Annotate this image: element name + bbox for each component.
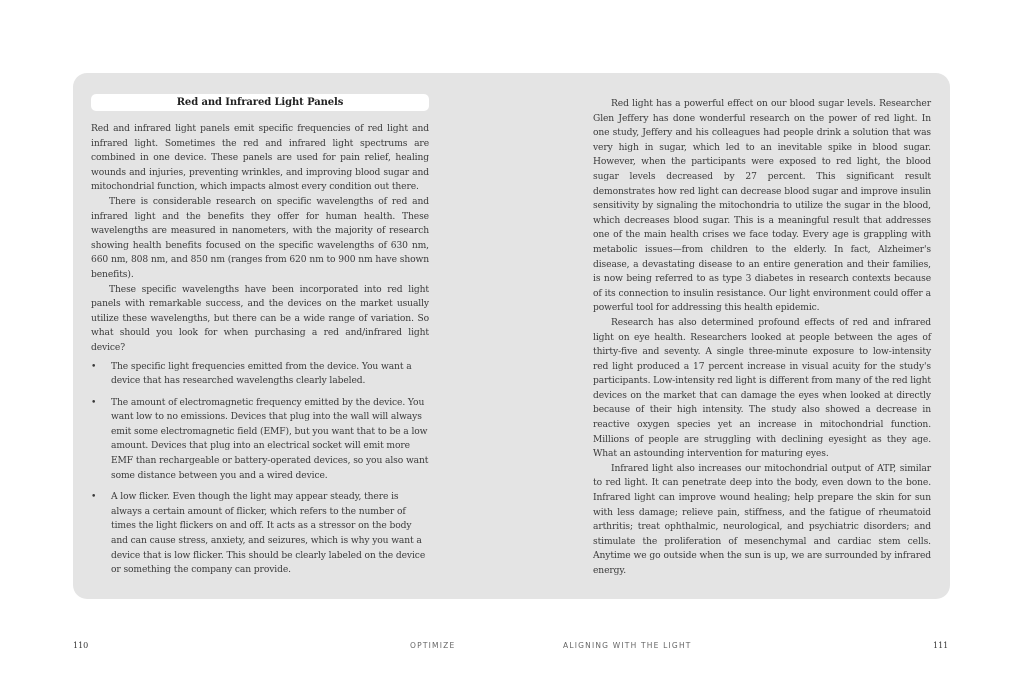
left-running-head: OPTIMIZE xyxy=(410,641,456,650)
bullet-item xyxy=(91,490,429,578)
bullet-list xyxy=(91,360,429,578)
sidebar-title: Red and Infrared Light Panels xyxy=(91,94,429,111)
body-paragraph: Red and infrared light panels emit specific frequencies of red light and infrared light. Sometimes the red and infrared light spectrums are combined in one device. These panels are used for pain relief, healing wounds and injuries, preventing wrinkles, and improving blood sugar and mitochondrial function, which impacts almost every condition out there. xyxy=(91,124,429,193)
left-page-number: 110 xyxy=(73,641,89,650)
bullet-text: The amount of electromagnetic frequency emitted by the device. You want low to no emissions. Devices that plug into the wall will always emit some electromagnetic field (EMF), but you want that to be a low amount. Devices that plug into an electrical socket will emit more EMF than rechargeable or battery-operated devices, so you also want some distance between you and a wired device. xyxy=(111,397,429,481)
body-paragraph: There is considerable research on specific wavelengths of red and infrared light and the benefits they offer for human health. These wavelengths are measured in nanometers, with the majority of research showing health benefits focused on the specific wavelengths of 630 nm, 660 nm, 808 nm, and 850 nm (ranges from 620 nm to 900 nm have shown benefits). xyxy=(91,196,429,280)
bullet-symbol: • xyxy=(91,361,97,372)
bullet-symbol: • xyxy=(91,492,97,503)
body-paragraph: Infrared light also increases our mitochondrial output of ATP, similar to red light. It can penetrate deep into the body, even down to the bone. Infrared light can improve wound healing; help prepare the skin for sun with less damage; relieve pain, stiffness, and the fatigue of rheumatoid arthritis; treat ophthalmic, neurological, and psychiatric disorders; and stimulate the proliferation of mesenchymal and cardiac stem cells. Anytime we go outside when the sun is up, we are surrounded by infrared energy. xyxy=(593,463,931,576)
body-paragraph: Red light has a powerful effect on our blood sugar levels. Researcher Glen Jeffery has done wonderful research on the power of red light. In one study, Jeffery and his colleagues had people drink a solution that was very high in sugar, which led to an inevitable spike in blood sugar. However, when the participants were exposed to red light, the blood sugar levels decreased by 27 percent. This significant result demonstrates how red light can decrease blood sugar and improve insulin sensitivity by signaling the mitochondria to utilize the sugar in the blood, which decreases blood sugar. This is a meaningful result that addresses one of the main health crises we face today. Every age is grappling with metabolic issues—from children to the elderly. In fact, Alzheimer's disease, a devastating disease to an entire generation and their families, is now being referred to as type 3 diabetes in research contexts because of its connection to insulin resistance. Our light environment could offer a powerful tool for addressing this health epidemic. xyxy=(593,99,931,314)
bullet-text: The specific light frequencies emitted from the device. You want a device that has researched wavelengths clearly labeled. xyxy=(111,361,412,387)
left-column xyxy=(91,94,429,585)
bullet-symbol: • xyxy=(91,397,97,408)
right-running-head: ALIGNING WITH THE LIGHT xyxy=(563,641,692,650)
right-column xyxy=(593,97,931,579)
bullet-item xyxy=(91,360,429,389)
body-paragraph: Research has also determined profound effects of red and infrared light on eye health. Researchers looked at people between the ages of thirty-five and seventy. A single three-minute exposure to low-intensity red light produced a 17 percent increase in visual acuity for the study's participants. Low-intensity red light is different from many of the red light devices on the market that can damage the eyes when looked at directly because of their high intensity. The study also showed a decrease in reactive oxygen species yet an increase in mitochondrial function. Millions of people are struggling with declining eyesight as they age. What an astounding intervention for maturing eyes. xyxy=(593,317,931,460)
bullet-item xyxy=(91,396,429,484)
right-page-number: 111 xyxy=(933,641,949,650)
bullet-text: A low flicker. Even though the light may appear steady, there is always a certain amount of flicker, which refers to the number of times the light flickers on and off. It acts as a stressor on the body and can cause stress, anxiety, and seizures, which is why you want a device that is low flicker. This should be clearly labeled on the device or something the company can provide. xyxy=(111,492,426,576)
body-paragraph: These specific wavelengths have been incorporated into red light panels with remarkable success, and the devices on the market usually utilize these wavelengths, but there can be a wide range of variation. So what should you look for when purchasing a red and/infrared light device? xyxy=(91,284,429,353)
